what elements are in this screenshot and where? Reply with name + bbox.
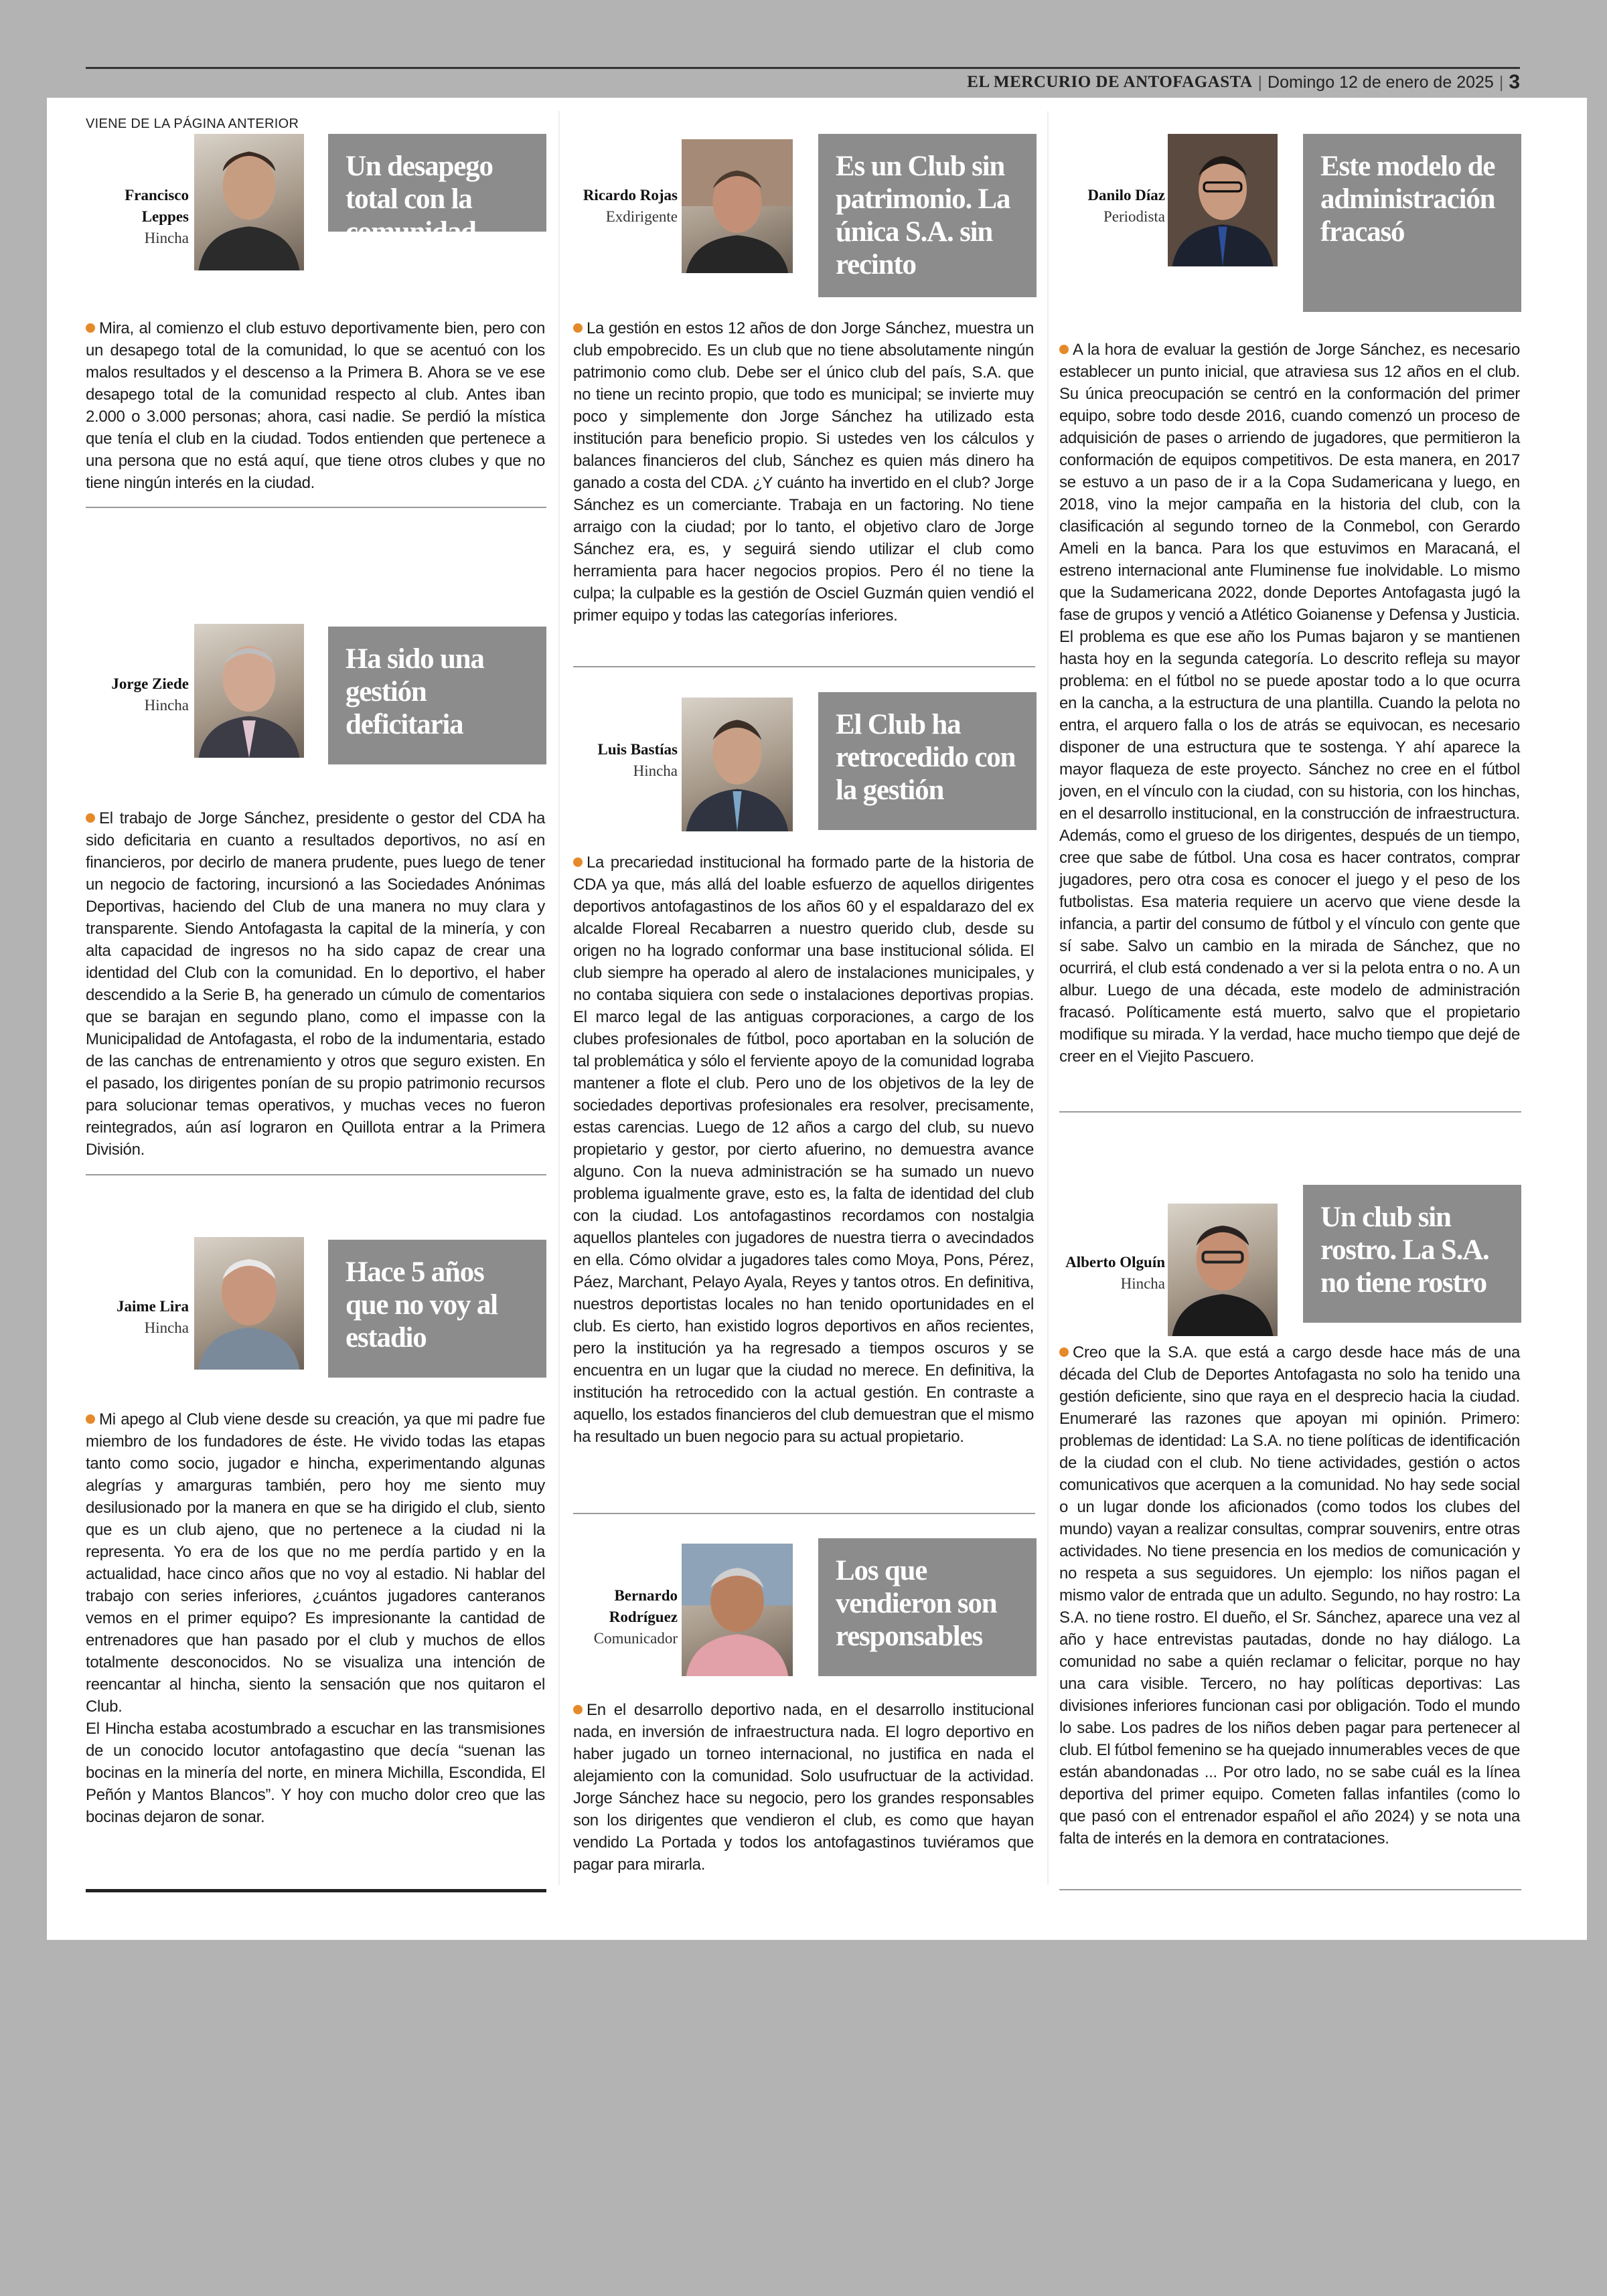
interviewee-name: Bernardo Rodríguez (609, 1587, 678, 1625)
portrait-silhouette-icon (194, 624, 304, 758)
paragraph-text: La precariedad institucional ha formado parte de la historia de CDA ya que, más allá del loable esfuerzo de aquellos dirigentes deportivos antofagastinos de los años 60 y el espaldarazo del ex alcalde Floreal Recabarren a nuestro querido club, desde su origen no ha logrado conformar una base institucional sólida. El club siempre ha operado al alero de instalaciones municipales, y no contaba siquiera con sede o instalaciones deportivas propias. El marco legal de las antiguas corporaciones, a cargo de los clubes profesionales de fútbol, poco aportaban en la solución de tal problemática y sólo el ferviente apoyo de la comunidad lograba mantener a flote el club. Pero uno de los objetivos de la ley de sociedades deportivas profesionales era resolver, precisamente, estas carencias. Luego de 12 años a cargo del club, su nuevo propietario y gestor, por cierto afuerino, no demuestra avance alguno. Con la nueva administración se ha sumado un nuevo problema igualmente grave, esto es, la falta de identidad del club con la ciudad. Los antofagastinos recordamos con nostalgia aquellos planteles con jugadores de nuestra tierra o avecindados en ella. Cómo olvidar a jugadores tales como Moya, Pons, Pérez, Páez, Marchant, Pelayo Ayala, Reyes y tantos otros. En definitiva, nuestros deportistas locales no han tenido oportunidades en el club. Es cierto, han existido logros deportivos en años recientes, pero la institución ya ha regresado a tiempos oscuros y se encuentra en un lugar que la ciudad no merece. En definitiva, la institución ha retrocedido con la actual gestión. En contraste a aquello, los estados financieros del club demuestran que el mismo ha resultado un buen negocio para su actual propietario. (573, 853, 1034, 1446)
portrait-silhouette-icon (682, 139, 793, 273)
article-headline: Un desapego total con la comunidad (328, 134, 546, 232)
article-headline: Este modelo de administración fracasó (1303, 134, 1521, 312)
article-paragraph (573, 1699, 1034, 1876)
article-headline: Hace 5 años que no voy al estadio (328, 1240, 546, 1378)
article-divider (573, 666, 1035, 667)
article-paragraph (573, 851, 1034, 1448)
paragraph-text: Creo que la S.A. que está a cargo desde hace más de una década del Club de Deportes Antofagasta no solo ha tenido una gestión deficiente, sino que raya en el desprecio hacia la ciudad. Enumeraré las razones que apoyan mi opinión. Primero: problemas de identidad: La S.A. no tiene políticas de identificación de la ciudad con el club. No tiene actividades, gestión o actos comunicativos que acerquen a la comunidad. No hay sede social o un lugar donde los aficionados (como todos los clubes del mundo) vayan a realizar consultas, comprar souvenirs, entre otras actividades. No tiene presencia en los medios de comunicación y no respeta a sus seguidores. Un ejemplo: los niños pagan el mismo valor de entrada que un adulto. Segundo, no hay rostro: La S.A. no tiene rostro. El dueño, el Sr. Sánchez, aparece una vez al año y hace entrevistas pautadas, donde no hay diálogo. La comunidad no sabe a quién reclamar o felicitar, porque no hay una cara visible. Tercero, no hay políticas deportivas: Las divisiones inferiores funcionan casi por obligación. Todo el mundo lo sabe. Los padres de los niños deben pagar para pertenecer al club. El fútbol femenino se ha quejado innumerables veces de que están abandonadas ... Por otro lado, no se sabe cuál es la línea deportiva del primer equipo. Cometen fallas infantiles (como lo que pasó con el entrenador español el año 2024) y se nota una falta de interés en la demora en contrataciones. (1059, 1343, 1520, 1848)
interviewee-credit (562, 1585, 678, 1649)
publication-date: Domingo 12 de enero de 2025 (1268, 72, 1494, 92)
article-headline: El Club ha retrocedido con la gestión (818, 692, 1037, 830)
bullet-dot-icon (573, 1705, 583, 1714)
portrait-silhouette-icon (1168, 1204, 1278, 1336)
paragraph-text: El Hincha estaba acostumbrado a escuchar en las transmisiones de un conocido locutor antofagastino que decía “suenan las bocinas en la minería del norte, en minera Michilla, Escondida, El Peñón y Mantos Blancos”. Y hoy con mucho dolor creo que las bocinas dejaron de sonar. (86, 1720, 545, 1826)
article-headline: Es un Club sin patrimonio. La única S.A. sin recinto (818, 134, 1037, 297)
article-divider (1059, 1111, 1521, 1113)
interviewee-credit (562, 739, 678, 782)
page-number: 3 (1509, 71, 1520, 93)
portrait-photo (1168, 134, 1278, 266)
article-body (86, 317, 545, 494)
portrait-photo (682, 698, 793, 831)
portrait-photo (1168, 1204, 1278, 1336)
article-divider (86, 507, 546, 508)
article-body (573, 1699, 1034, 1876)
paragraph-text: La gestión en estos 12 años de don Jorge Sánchez, muestra un club empobrecido. Es un club que no tiene absolutamente ningún patrimonio como club. Debe ser el único club del país, S.A. que no tiene un recinto propio, que todo es municipal; se invierte muy poco y simplemente don Jorge Sánchez ha utilizado esta institución para beneficio propio. Si ustedes ven los cálculos y balances financieros del club, Sánchez es quien más dinero ha ganado a costa del CDA. ¿Y cuánto ha invertido en el club? Jorge Sánchez es un comerciante. Trabaja en un factoring. No tiene arraigo con la ciudad; por lo tanto, el objetivo claro de Jorge Sánchez era, es, y seguirá siendo utilizar el club como herramienta para hacer negocios propios. Pero él no tiene la culpa; la culpable es la gestión de Osciel Guzmán quien vendió el primer equipo y todas las categorías inferiores. (573, 319, 1034, 625)
masthead (967, 69, 1520, 96)
kicker: VIENE DE LA PÁGINA ANTERIOR (86, 116, 299, 131)
column-end-rule (86, 1889, 546, 1892)
paragraph-text: El trabajo de Jorge Sánchez, presidente o gestor del CDA ha sido deficitaria en cuanto a resultados deportivos, no así en financieros, por decirlo de manera prudente, pues luego de tener un negocio de factoring, incursionó a las Sociedades Anónimas Deportivas, haciendo del Club de una manera no muy clara y transparente. Siendo Antofagasta la capital de la minería, y con alta capacidad de ingresos no ha sido capaz de crear una identidad del Club con la comunidad. En lo deportivo, el haber descendido a la Serie B, ha generado un cúmulo de comentarios que se barajan en segundo plano, como el impasse con la Municipalidad de Antofagasta, el robo de la indumentaria, estado de las canchas de entrenamiento y otros que seguro existen. En el pasado, los dirigentes ponían de su propio patrimonio recursos para solucionar temas operativos, y muchas veces no fueron reintegrados, aún así lograron en Quillota entrar a la Primera División. (86, 809, 545, 1159)
article-paragraph (1059, 339, 1520, 1068)
article-body (573, 317, 1034, 627)
interviewee-name: Luis Bastías (597, 741, 678, 758)
interviewee-role: Comunicador (593, 1630, 678, 1647)
portrait-photo (682, 1544, 793, 1676)
article-body (573, 851, 1034, 1448)
interviewee-role: Hincha (1120, 1275, 1165, 1292)
bullet-dot-icon (573, 857, 583, 867)
article-headline: Los que vendieron son responsables (818, 1538, 1037, 1676)
article-paragraph (86, 317, 545, 494)
interviewee-role: Hincha (144, 697, 189, 714)
portrait-silhouette-icon (194, 134, 304, 270)
portrait-silhouette-icon (682, 1544, 793, 1676)
article-paragraph (573, 317, 1034, 627)
paragraph-text: Mi apego al Club viene desde su creación, ya que mi padre fue miembro de los fundadores de éste. He vivido todas las etapas tanto como socio, jugador e hincha, experimentando algunas alegrías y amarguras también, pero hoy me siento muy desilusionado por la manera en que se ha dirigido el club, siento que es un club ajeno, que no pertenece a la ciudad ni la representa. Yo era de los que no me perdía partido y en la actualidad, hace cinco años que no voy al estadio. Ni hablar del trabajo con series inferiores, ¿cuántos jugadores canteranos vemos en el primer equipo? Es impresionante la cantidad de entrenadores que han pasado por el club y muchos de ellos totalmente desconocidos. No se visualiza una intención de reencantar al hincha, siento la sensación que nos quitaron el Club. (86, 1410, 545, 1716)
interviewee-role: Periodista (1103, 208, 1165, 225)
interviewee-credit (562, 185, 678, 228)
paragraph-text: En el desarrollo deportivo nada, en el desarrollo institucional nada, en inversión de infraestructura nada. El logro deportivo en haber jugado un torneo internacional, no justifica en nada el alejamiento con la comunidad. Solo usufructuar de la actividad. Jorge Sánchez hace su negocio, pero los grandes responsables son los dirigentes que vendieron el club, es como que hayan vendido La Portada y todos los antofagastinos tuviéramos que pagar para mirarla. (573, 1701, 1034, 1874)
article-paragraph (86, 807, 545, 1161)
article-paragraph (86, 1408, 545, 1718)
interviewee-role: Hincha (144, 230, 189, 246)
article-body (1059, 339, 1520, 1068)
article-divider (573, 1513, 1035, 1514)
bullet-dot-icon (86, 1414, 95, 1424)
publication-name: EL MERCURIO DE ANTOFAGASTA (967, 73, 1253, 91)
portrait-photo (682, 139, 793, 273)
column-gutter (558, 111, 560, 1885)
portrait-silhouette-icon (1168, 134, 1278, 266)
article-divider (86, 1174, 546, 1175)
interviewee-role: Hincha (144, 1319, 189, 1336)
portrait-photo (194, 134, 304, 270)
interviewee-credit (80, 1296, 189, 1339)
interviewee-name: Alberto Olguín (1065, 1254, 1165, 1270)
interviewee-role: Exdirigente (605, 208, 678, 225)
article-body (86, 1408, 545, 1828)
interviewee-role: Hincha (633, 762, 678, 779)
bullet-dot-icon (1059, 345, 1069, 354)
article-paragraph (86, 1718, 545, 1828)
interviewee-credit (80, 673, 189, 716)
column-end-rule (1059, 1889, 1521, 1890)
portrait-silhouette-icon (682, 698, 793, 831)
article-paragraph (1059, 1341, 1520, 1850)
article-headline: Ha sido una gestión deficitaria (328, 627, 546, 764)
paragraph-text: A la hora de evaluar la gestión de Jorge Sánchez, es necesario establecer un punto inicial, que atraviesa sus 12 años en el club. Su única preocupación se centró en la conformación del primer equipo, sobre todo desde 2016, cuando comenzó un proceso de adquisición de pases o arriendo de jugadores, que permitieron la conformación de equipos competitivos. De esta manera, en 2017 se estuvo a un paso de ir a la Copa Sudamericana y luego, en 2018, vino la mejor campaña en la historia del club, con la clasificación al segundo torneo de la Conmebol, con Gerardo Ameli en la banca. Para los que estuvimos en Maracaná, el estreno internacional ante Fluminense fue inolvidable. Lo mismo que la Sudamericana 2022, donde Deportes Antofagasta jugó la fase de grupos y venció a Atlético Goianense y Defensa y Justicia. El problema es que ese año los Pumas bajaron y se mantienen hasta hoy en la segunda categoría. Lo descrito refleja su mayor problema: en el fútbol no se puede apostar todo a lo que ocurra en la cancha, a la estructura de una plantilla. Cuando la pelota no entra, el arquero falla o los de atrás se equivocan, es necesario disponer de una estructura que te sostenga. Y ahí aparece la mayor flaqueza de este proyecto. Sánchez no cree en el fútbol joven, en el vínculo con la ciudad, con su historia, con los hinchas, en el desarrollo institucional, en la construcción de infraestructura. Además, como el grueso de los dirigentes, después de un tiempo, cree que sabe de fútbol. Una cosa es hacer contratos, comprar jugadores, pero otra cosa es conocer el juego y el peso de los futbolistas. Esa materia requiere un acervo que viene desde la infancia, a partir del consumo de fútbol y el vínculo con gente que sí sabe. Salvo un cambio en la mirada de Sánchez, que no ocurrirá, el club está condenado a ver si la pelota entra o no. A un albur. Luego de una década, este modelo de administración fracasó. Políticamente está muerto, salvo que el propietario modifique su mirada. Y la verdad, hace mucho tiempo que dejé de creer en el Viejito Pascuero. (1059, 341, 1520, 1066)
interviewee-credit (1053, 1252, 1165, 1295)
portrait-photo (194, 624, 304, 758)
bullet-dot-icon (1059, 1347, 1069, 1357)
interviewee-name: Jaime Lira (117, 1298, 189, 1315)
article-body (86, 807, 545, 1161)
article-body (1059, 1341, 1520, 1850)
portrait-silhouette-icon (194, 1237, 304, 1370)
paragraph-text: Mira, al comienzo el club estuvo deportivamente bien, pero con un desapego total de la comunidad, lo que se acentuó con los malos resultados y el descenso a la Primera B. Ahora se ve ese desapego total de la comunidad respecto al club. Antes iban 2.000 o 3.000 personas; ahora, casi nadie. Se perdió la mística que tenía el club en la ciudad. Todos entienden que pertenece a una persona que no está aquí, que tiene otros clubes y que no tiene ningún interés en la ciudad. (86, 319, 545, 492)
interviewee-credit (1053, 185, 1165, 228)
article-headline: Un club sin rostro. La S.A. no tiene rostro (1303, 1185, 1521, 1323)
masthead-separator: | (1499, 72, 1504, 92)
portrait-photo (194, 1237, 304, 1370)
interviewee-name: Francisco Leppes (125, 187, 189, 225)
column-gutter (1047, 111, 1049, 1885)
bullet-dot-icon (86, 323, 95, 333)
interviewee-name: Jorge Ziede (111, 675, 189, 692)
masthead-separator: | (1257, 72, 1263, 92)
bullet-dot-icon (86, 813, 95, 823)
interviewee-credit (80, 185, 189, 249)
interviewee-name: Danilo Díaz (1087, 187, 1165, 203)
interviewee-name: Ricardo Rojas (583, 187, 678, 203)
bullet-dot-icon (573, 323, 583, 333)
